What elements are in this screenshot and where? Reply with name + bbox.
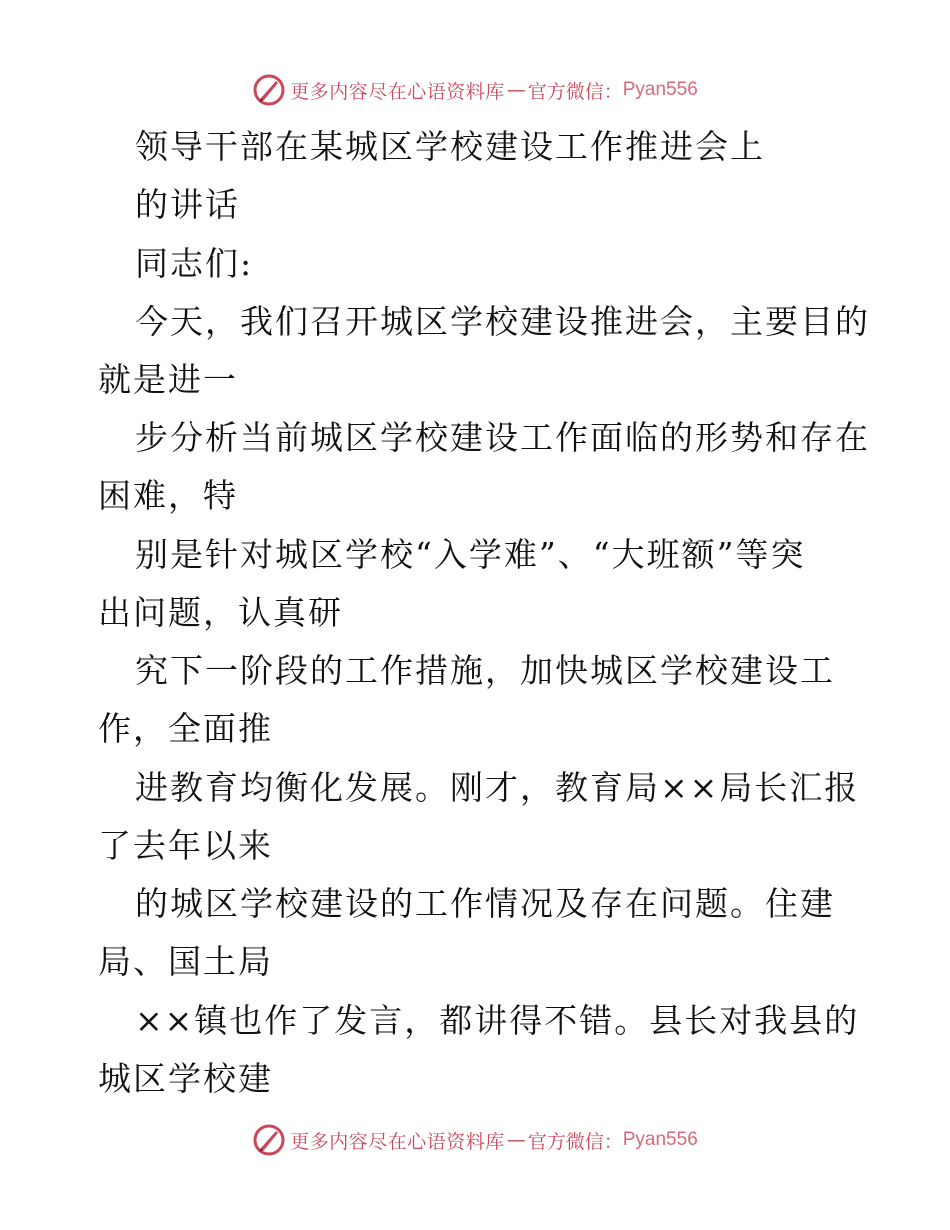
doc-line: ××镇也作了发言，都讲得不错。县长对我县的 <box>135 1001 860 1040</box>
watermark-id: Pyan556 <box>622 79 698 100</box>
doc-line: 别是针对城区学校“入学难”、“大班额”等突 <box>135 535 806 574</box>
doc-line: 作，全面推 <box>98 709 273 748</box>
watermark-id: Pyan556 <box>622 1129 698 1150</box>
doc-line: 就是进一 <box>98 360 238 399</box>
doc-line: 究下一阶段的工作措施，加快城区学校建设工 <box>135 651 835 690</box>
doc-line: 步分析当前城区学校建设工作面临的形势和存在 <box>135 418 870 457</box>
watermark-separator: — <box>506 79 526 101</box>
doc-title-line-1: 领导干部在某城区学校建设工作推进会上 <box>135 127 765 166</box>
quill-logo-icon <box>252 73 286 107</box>
watermark-separator: — <box>506 1129 526 1151</box>
doc-line: 出问题，认真研 <box>98 593 343 632</box>
doc-line: 局、国土局 <box>98 942 273 981</box>
watermark-label: 官方微信： <box>527 80 623 103</box>
doc-line: 的城区学校建设的工作情况及存在问题。住建 <box>135 884 835 923</box>
doc-line: 城区学校建 <box>98 1059 273 1098</box>
watermark-text: 更多内容尽在心语资料库 <box>290 1130 505 1153</box>
watermark-label: 官方微信： <box>527 1130 623 1153</box>
doc-title-line-2: 的讲话 <box>135 185 240 224</box>
doc-line: 了去年以来 <box>98 826 273 865</box>
doc-line: 今天，我们召开城区学校建设推进会，主要目的 <box>135 302 870 341</box>
footer-watermark <box>0 1120 950 1160</box>
doc-line: 困难，特 <box>98 476 238 515</box>
doc-line: 进教育均衡化发展。刚才，教育局××局长汇报 <box>135 768 860 807</box>
quill-logo-icon <box>252 1123 286 1157</box>
doc-salutation: 同志们: <box>135 244 254 283</box>
watermark-text: 更多内容尽在心语资料库 <box>290 80 505 103</box>
header-watermark <box>0 70 950 110</box>
